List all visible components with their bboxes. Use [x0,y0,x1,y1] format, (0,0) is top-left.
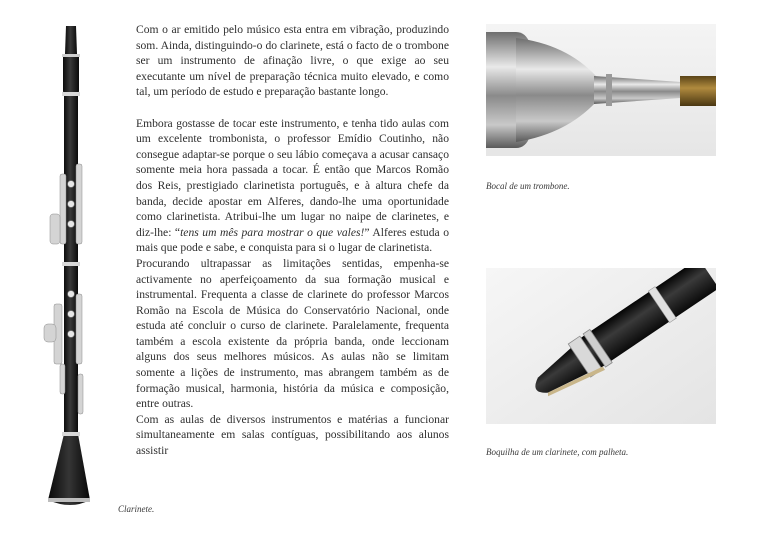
trombone-caption: Bocal de um trombone. [486,181,570,191]
paragraph: Procurando ultrapassar as limitações sentidas, empenha-se activamente no aperfeiçoamento da sua formação musical e instrumental. Frequenta a classe de clarinete do professor Marcos Romão na Escola de Música do Conservatório Nacional, onde estuda até concluir o curso de clarinete. Paralelamente, frequenta também a escola existente da própria banda, onde leccionam alguns dos seus melhores músicos. As aulas não se limitam somente a lições de instrumento, mas abrangem também as de formação musical, harmonia, história da música e composição, entre outras. [136,256,449,411]
quote: tens um mês para mostrar o que vales! [180,225,365,239]
clarinet-caption: Clarinete. [118,504,155,514]
mouthpiece-caption: Boquilha de um clarinete, com palheta. [486,447,629,457]
paragraph: Embora gostasse de tocar este instrumento, e tenha tido aulas com um excelente trombonista, o professor Emídio Coutinho, não consegue adaptar-se porque o seu lábio começava a acusar cansaço somente meia hora passada a tocar. É então que Marcos Romão dos Reis, prestigiado clarinetista português, e à altura chefe da banda, decide apostar em Alferes, dando-lhe uma oportunidade como clarinetista. Atribui-lhe um lugar no naipe de clarinetes, e diz-lhe: “tens um mês para mostrar o que vales!” Alferes estuda o mais que pode e sabe, e conquista para si o lugar de clarinetista. [136,116,449,255]
paragraph: Com o ar emitido pelo músico esta entra em vibração, produzindo som. Ainda, distinguindo-o do clarinete, está o facto de o trombone ser um instrumento de afinação livre, o que exige ao seu executante um nível de preparação técnica muito elevado, e como tal, um período de estudo e preparação bastante longo. [136,23,449,99]
clarinet-image [30,24,100,510]
paragraph: Com as aulas de diversos instrumentos e matérias a funcionar simultaneamente em salas contíguas, possibilitando aos alunos assistir [136,412,449,458]
trombone-mouthpiece-photo [486,24,716,156]
clarinet-mouthpiece-photo [486,268,716,424]
body-text [136,22,449,459]
